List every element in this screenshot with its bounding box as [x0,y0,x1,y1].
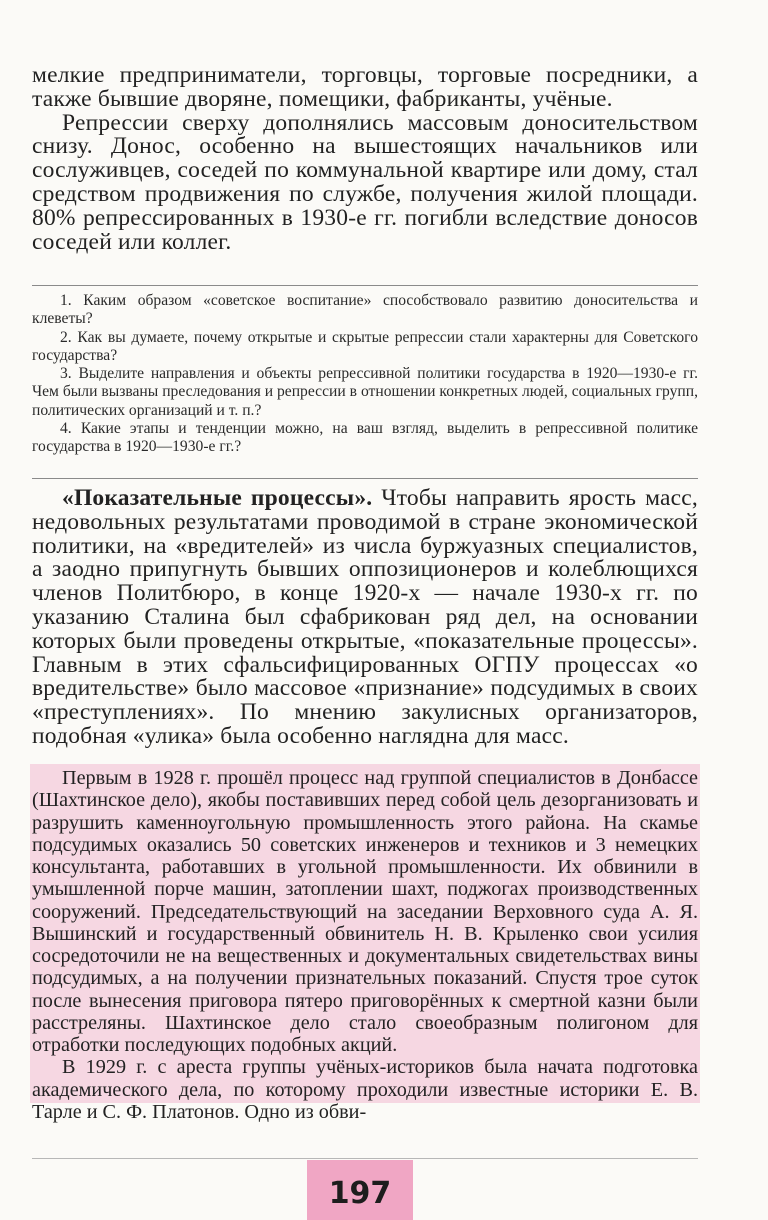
intro-paragraph-1: мелкие предприниматели, торговцы, торговые посредники, а также бывшие дворяне, помещики, фабриканты, учёные. [32,62,698,112]
page-number: 197 [328,1176,392,1211]
question-2: 2. Как вы думаете, почему открытые и скрытые репрессии стали характерны для Советского государства? [32,328,698,364]
questions-top-divider [32,285,698,286]
detail-paragraph-2: В 1929 г. с ареста группы учёных-историков была начата подготовка академического дела, по которому проходили известные историки Е. В. Тарле и С. Ф. Платонов. Одно из обви- [32,1056,698,1123]
intro-text [32,64,698,254]
detail-paragraph-1: Первым в 1928 г. прошёл процесс над группой специалистов в Донбассе (Шахтинское дело), якобы поставивших перед собой цель дезорганизовать и разрушить каменноугольную промышленность этого района. На скамье подсудимых оказались 50 советских инженеров и техников и 3 немецких консультанта, работавших в угольной промышленности. Их обвинили в умышленной порче машин, затоплении шахт, поджогах производственных сооружений. Председательствующий на заседании Верховного суда А. Я. Вышинский и государственный обвинитель Н. В. Крыленко свои усилия сосредоточили не на вещественных и документальных свидетельствах вины подсудимых, а на получении признательных показаний. Спустя трое суток после вынесения приговора пятеро приговорённых к смертной казни были расстреляны. Шахтинское дело стало своеобразным полигоном для отработки последующих подобных акций. [32,767,698,1056]
footer-divider [32,1158,698,1159]
question-1: 1. Каким образом «советское воспитание» способствовало развитию доносительства и клеветы? [32,292,698,328]
section-show-trials [32,487,698,749]
intro-paragraph-2: Репрессии сверху дополнялись массовым доносительством снизу. Донос, особенно на вышестоящих начальников или сослуживцев, соседей по коммунальной квартире или дому, стал средством продвижения по службе, получения жилой площади. 80% репрессированных в 1930-е гг. погибли вследствие доносов соседей или коллег. [32,109,698,255]
review-questions [32,292,698,457]
detail-text [32,767,698,1123]
questions-bottom-divider [32,478,698,479]
section-paragraph [32,487,698,749]
question-4: 4. Какие этапы и тенденции можно, на ваш взгляд, выделить в репрессивной политике государства в 1920—1930-е гг.? [32,420,698,456]
question-3: 3. Выделите направления и объекты репрессивной политики государства в 1920—1930-е гг. Чем были вызваны преследования и репрессии в отношении конкретных людей, социальных групп, политических организаций и т. п.? [32,365,698,419]
section-heading: «Показательные процессы». [62,485,373,511]
section-body: Чтобы направить ярость масс, недовольных результатами проводимой в стране экономической политики, на «вредителей» из числа буржуазных специалистов, а заодно припугнуть бывших оппозиционеров и колеблющихся членов Политбюро, в конце 1920-х — начале 1930-х гг. по указанию Сталина был сфабрикован ряд дел, на основании которых были проведены открытые, «показательные процессы». Главным в этих сфальсифицированных ОГПУ процессах «о вредительстве» было массовое «признание» подсудимых в своих «преступлениях». По мнению закулисных организаторов, подобная «улика» была особенно наглядна для масс. [32,485,698,749]
